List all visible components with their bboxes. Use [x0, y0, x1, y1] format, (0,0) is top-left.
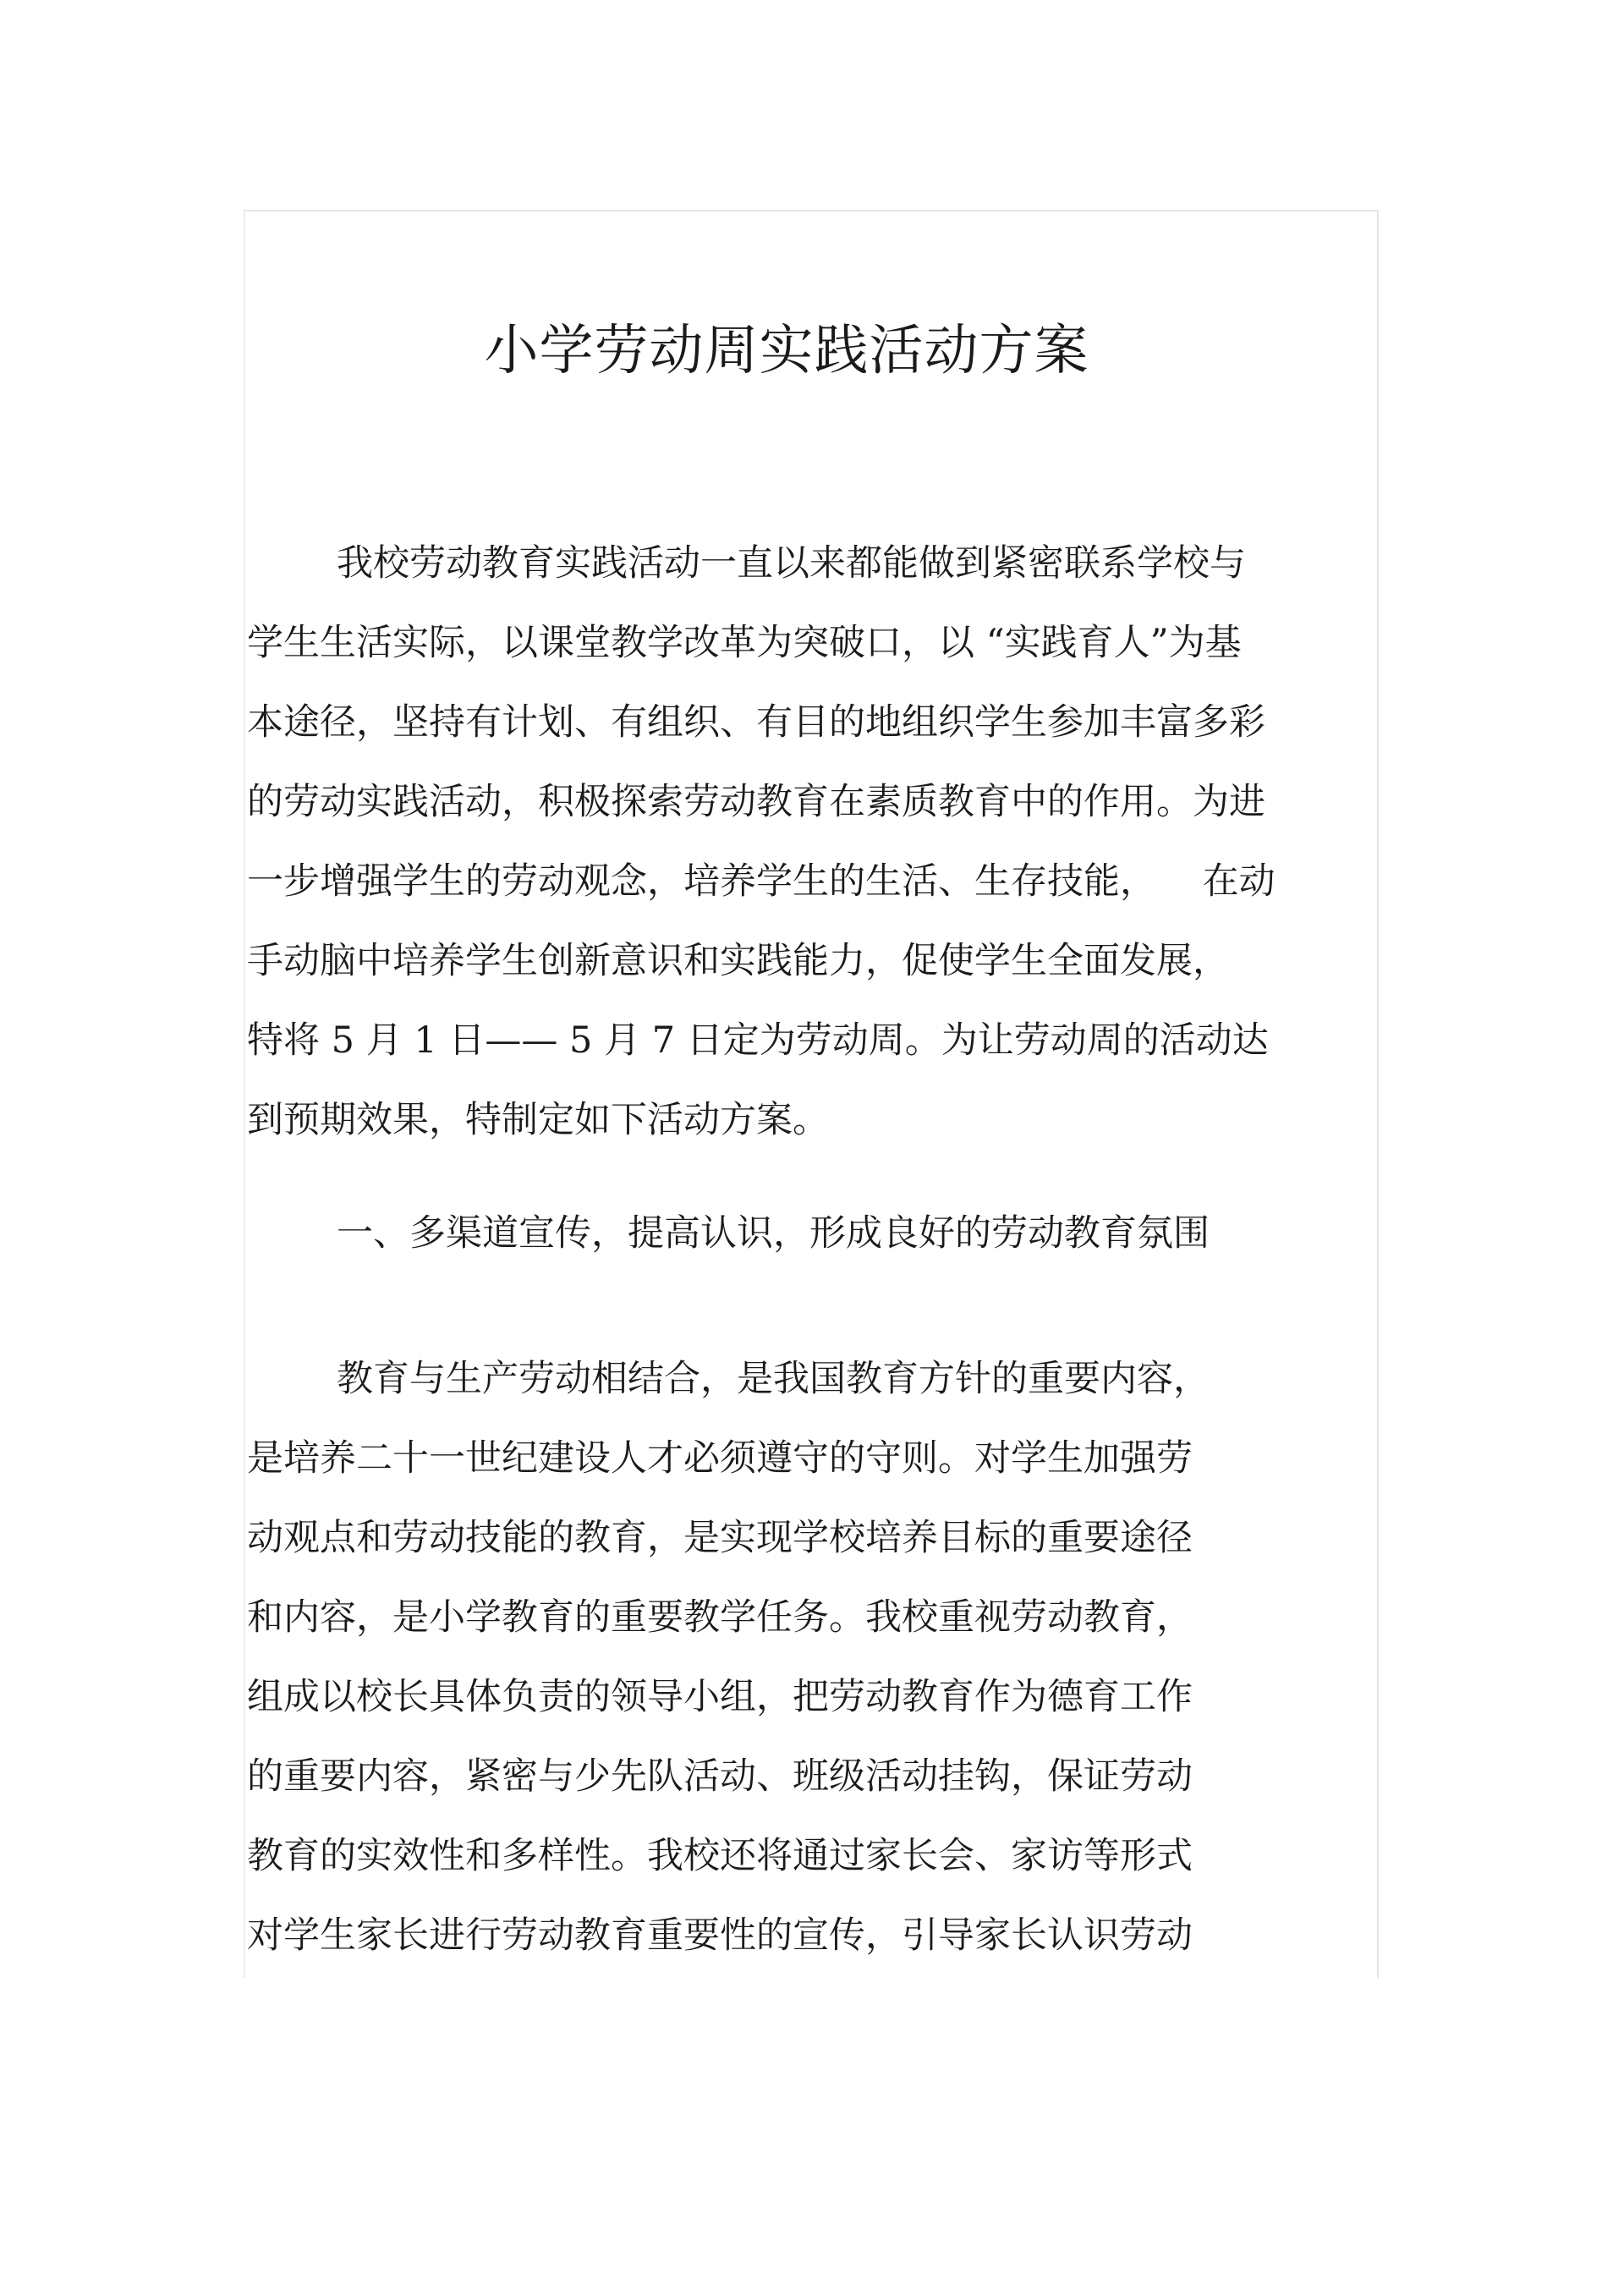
- paragraph-1-line-5: 一步增强学生的劳动观念，培养学生的生活、生存技能， 在动: [247, 860, 1276, 903]
- paragraph-1-line-6: 手动脑中培养学生创新意识和实践能力，促使学生全面发展，: [247, 940, 1229, 982]
- paragraph-2-line-6: 的重要内容，紧密与少先队活动、班级活动挂钩，保证劳动: [247, 1755, 1193, 1798]
- paragraph-2-line-4: 和内容，是小学教育的重要教学任务。我校重视劳动教育，: [247, 1596, 1193, 1639]
- paragraph-2-line-1: 教育与生产劳动相结合，是我国教育方针的重要内容，: [337, 1358, 1210, 1400]
- section-1-heading: 一、多渠道宣传，提高认识，形成良好的劳动教育氛围: [337, 1212, 1210, 1255]
- document-title: 小学劳动周实践活动方案: [484, 320, 1089, 382]
- paragraph-2-line-7: 教育的实效性和多样性。我校还将通过家长会、家访等形式: [247, 1835, 1193, 1877]
- paragraph-1-line-7: 特将 5 月 1 日—— 5 月 7 日定为劳动周。为让劳动周的活动达: [247, 1019, 1269, 1062]
- paragraph-1-line-8: 到预期效果，特制定如下活动方案。: [247, 1099, 829, 1141]
- paragraph-2-line-2: 是培养二十一世纪建设人才必须遵守的守则。对学生加强劳: [247, 1437, 1193, 1480]
- paragraph-1-line-2: 学生生活实际，以课堂教学改革为突破口，以 “实践育人”为基: [247, 622, 1242, 664]
- paragraph-1-line-1: 我校劳动教育实践活动一直以来都能做到紧密联系学校与: [337, 542, 1246, 585]
- paragraph-2-line-8: 对学生家长进行劳动教育重要性的宣传，引导家长认识劳动: [247, 1914, 1193, 1957]
- paragraph-1-line-3: 本途径，坚持有计划、有组织、有目的地组织学生参加丰富多彩: [247, 701, 1265, 744]
- paragraph-1-line-4: 的劳动实践活动，积极探索劳动教育在素质教育中的作用。为进: [247, 781, 1265, 823]
- paragraph-2-line-3: 动观点和劳动技能的教育，是实现学校培养目标的重要途径: [247, 1517, 1193, 1559]
- paragraph-2-line-5: 组成以校长具体负责的领导小组，把劳动教育作为德育工作: [247, 1676, 1193, 1718]
